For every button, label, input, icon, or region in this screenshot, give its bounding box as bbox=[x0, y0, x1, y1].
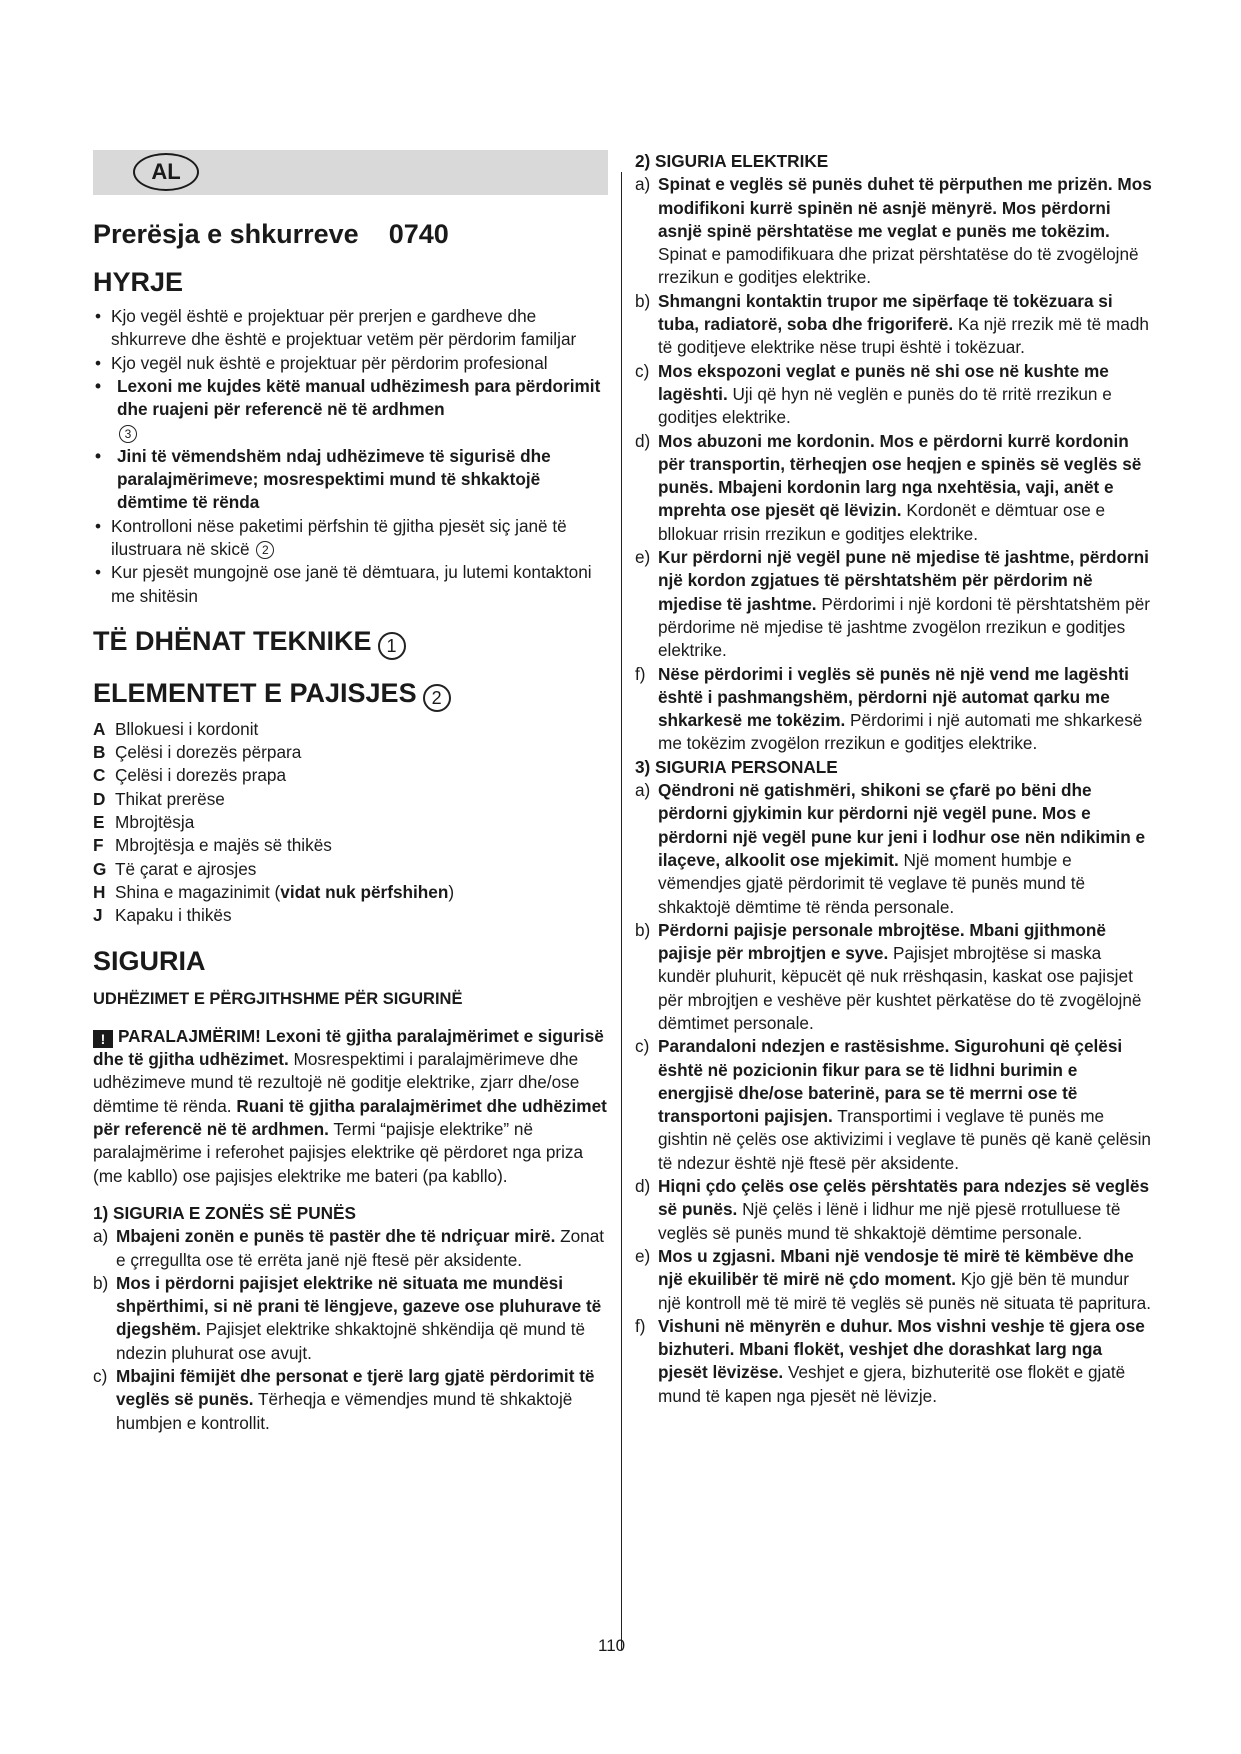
list-item: d) Hiqni çdo çelës ose çelës përshtatës para ndezjes së veglës së punës. Një çelës i lënë i lidhur me një pjesë rrotulluese të veglës së punës mund të shkaktojë dëmtime personale. bbox=[635, 1176, 1150, 1243]
list-item: c) Mbajini fëmijët dhe personat e tjerë larg gjatë përdorimit të veglës së punës. Tërheqja e vëmendjes mund të shkaktojë humbjen e kontrollit. bbox=[93, 1365, 595, 1433]
language-badge: AL bbox=[133, 153, 199, 191]
list-item: a) Spinat e veglës së punës duhet të përputhen me prizën. Mos modifikoni kurrë spinën në asnjë mënyrë. Mos përdorni asnjë spinë përshtatëse me veglat e punës me tokëzim. Spinat e pamodifikuara dhe prizat përshtatëse do të zvogëlojnë rrezikun e goditjes elektrike. bbox=[635, 174, 1152, 288]
list-item: E Mbrojtësja bbox=[93, 812, 195, 833]
figure-ref: 1 bbox=[378, 632, 406, 660]
section-heading: 2) SIGURIA ELEKTRIKE bbox=[635, 151, 829, 171]
list-item: • Jini të vëmendshëm ndaj udhëzimeve të sigurisë dhe paralajmërimeve; mosrespektimi mund të shkaktojë dëmtime të rënda bbox=[93, 445, 608, 515]
list-item: C Çelësi i dorezës prapa bbox=[93, 765, 287, 786]
list-item: • Kur pjesët mungojnë ose janë të dëmtuara, ju lutemi kontaktoni me shitësin bbox=[93, 561, 608, 608]
tech-heading: TË DHËNAT TEKNIKE 1 bbox=[93, 624, 608, 660]
list-item: • Kontrolloni nëse paketimi përfshin të gjitha pjesët siç janë të ilustruara në skicë 2 bbox=[93, 515, 608, 562]
safety-subheading: UDHËZIMET E PËRGJITHSHME PËR SIGURINË bbox=[93, 989, 463, 1008]
list-item: b) Shmangni kontaktin trupor me sipërfaqe të tokëzuara si tuba, radiatorë, soba dhe frigoriferë. Ka një rrezik më të madh të goditjeve elektrike nëse trupi është i tokëzuar. bbox=[635, 290, 1149, 358]
list-item: J Kapaku i thikës bbox=[93, 905, 232, 926]
figure-ref: 3 bbox=[119, 425, 137, 443]
section-heading: 1) SIGURIA E ZONËS SË PUNËS bbox=[93, 1202, 356, 1223]
list-item: f) Vishuni në mënyrën e duhur. Mos vishni veshje të gjera ose bizhuteri. Mbani flokët, veshjet dhe dorashkat larg nga pjesët lëvizëse. Veshjet e gjera, bizhuteritë ose flokët e gjatë mund të kapen nga pjesët në lëvizje. bbox=[635, 1315, 1145, 1406]
list-item: • Kjo vegël nuk është e projektuar për përdorim profesional bbox=[93, 352, 608, 375]
page-number: 110 bbox=[598, 1636, 626, 1655]
list-item: f) Nëse përdorimi i veglës së punës në një vend me lagështi është i pashmangshëm, përdorni një automat qarku me shkarkesë me tokëzim. Përdorimi i një automati me shkarkesë me tokëzim zvogëlon rrezikun e goditjes elektrike. bbox=[635, 663, 1143, 754]
list-item: D Thikat prerëse bbox=[93, 788, 225, 809]
intro-heading: HYRJE bbox=[93, 267, 184, 297]
page-title bbox=[93, 209, 608, 259]
list-item: a) Mbajeni zonën e punës të pastër dhe të ndriçuar mirë. Zonat e çrregullta ose të errëta janë një ftesë për aksidente. bbox=[93, 1226, 605, 1270]
list-item: d) Mos abuzoni me kordonin. Mos e përdorni kurrë kordonin për transportin, tërheqjen ose heqjen e spinës së veglës së punës. Mbajeni kordonin larg nga nxehtësia, vaji, anët e mprehta ose pjesët që lëvizin. Kordonët e dëmtuar ose e bllokuar rrisin rrezikun e goditjes elektrike. bbox=[635, 430, 1142, 544]
right-column bbox=[635, 150, 1155, 1408]
list-item: • Lexoni me kujdes këtë manual udhëzimesh para përdorimit dhe ruajeni për referencë në të ardhmen 3 bbox=[93, 375, 608, 445]
list-item: e) Mos u zgjasni. Mbani një vendosje të mirë të këmbëve dhe një ekuilibër të mirë në çdo moment. Kjo gjë bën të mundur një kontroll më të mirë të veglës së punës në situata të papritura. bbox=[635, 1245, 1151, 1313]
list-item: e) Kur përdorni një vegël pune në mjedise të jashtme, përdorni një kordon zgjatues të përshtatshëm për përdorim në mjedise të jashtme. Përdorimi i një kordoni të përshtatshëm për përdorime në mjedise të jashtme zvogëlon rrezikun e goditjes elektrike. bbox=[635, 547, 1150, 661]
list-item: b) Mos i përdorni pajisjet elektrike në situata me mundësi shpërthimi, si në prani të lëngjeve, gazeve ose pluhurave të djegshëm. Pajisjet elektrike shkaktojnë shkëndija që mund të ndezin pluhurat ose avujt. bbox=[93, 1272, 602, 1363]
list-item: A Bllokuesi i kordonit bbox=[93, 718, 259, 739]
list-item: c) Parandaloni ndezjen e rastësishme. Sigurohuni që çelësi është në pozicionin fikur para se të lidhni burimin e energjisë dhe/ose baterinë, para se të merrni ose të transportoni pajisjen. Transportimi i veglave të punës me gishtin në çelës ose aktivizimi i veglave të punës që kanë çelësin të ndezur është një ftesë për aksidente. bbox=[635, 1036, 1151, 1173]
section-heading: 3) SIGURIA PERSONALE bbox=[635, 756, 838, 777]
list-item: H Shina e magazinimit (vidat nuk përfshihen) bbox=[93, 881, 455, 902]
left-column bbox=[93, 150, 608, 1435]
column-divider bbox=[621, 172, 622, 1650]
language-bar bbox=[93, 150, 608, 195]
list-item: B Çelësi i dorezës përpara bbox=[93, 742, 302, 763]
list-item: a) Qëndroni në gatishmëri, shikoni se çfarë po bëni dhe përdorni gjykimin kur përdorni një vegël pune. Mos e përdorni një vegël pune kur jeni i lodhur ose nën ndikimin e ilaçeve, alkoolit ose mjekimit. Një moment humbje e vëmendjes gjatë përdorimit të veglave të punës mund të shkaktojë dëmtime të rënda personale. bbox=[635, 780, 1146, 917]
product-name: Prerësja e shkurreve bbox=[93, 219, 359, 249]
list-item: G Të çarat e ajrosjes bbox=[93, 858, 257, 879]
model-number: 0740 bbox=[388, 219, 449, 249]
list-item: F Mbrojtësja e majës së thikës bbox=[93, 835, 332, 856]
warning-paragraph: ! PARALAJMËRIM! Lexoni të gjitha paralajmërimet e sigurisë dhe të gjitha udhëzimet. Mosrespektimi i paralajmërimeve dhe udhëzimeve mund të rezultojë në goditje elektrike, zjarr dhe/ose dëmtime të rënda. Ruani të gjitha paralajmërimet dhe udhëzimet për referencë në të ardhmen. Termi “pajisje elektrike” në paralajmërime i referohet pajisjes elektrike që përdoret nga priza (me kabllo) ose pajisjes elektrike me bateri (pa kabllo). bbox=[93, 1025, 607, 1186]
intro-list bbox=[93, 305, 608, 608]
section-work-area bbox=[93, 1202, 608, 1435]
figure-ref: 2 bbox=[423, 684, 451, 712]
list-item: c) Mos ekspozoni veglat e punës në shi ose në kushte me lagështi. Uji që hyn në veglën e punës do të rritë rrezikun e goditjes elektrike. bbox=[635, 360, 1112, 428]
list-item: b) Përdorni pajisje personale mbrojtëse. Mbani gjithmonë pajisje për mbrojtjen e syve. Pajisjet mbrojtëse si maska kundër pluhurit, këpucët që nuk rrëshqasin, kaskat ose pajisjet për mbrojtjen e veshëve për kushtet përkatëse do të zvogëlojnë dëmtimet personale. bbox=[635, 919, 1142, 1033]
elements-heading: ELEMENTET E PAJISJES 2 bbox=[93, 676, 608, 712]
warning-icon: ! bbox=[93, 1030, 113, 1048]
safety-heading: SIGURIA bbox=[93, 945, 206, 976]
figure-ref: 2 bbox=[256, 541, 274, 559]
list-item: • Kjo vegël është e projektuar për prerjen e gardheve dhe shkurreve dhe është e projektuar vetëm për përdorim familjar bbox=[93, 305, 608, 352]
elements-list bbox=[93, 718, 608, 928]
